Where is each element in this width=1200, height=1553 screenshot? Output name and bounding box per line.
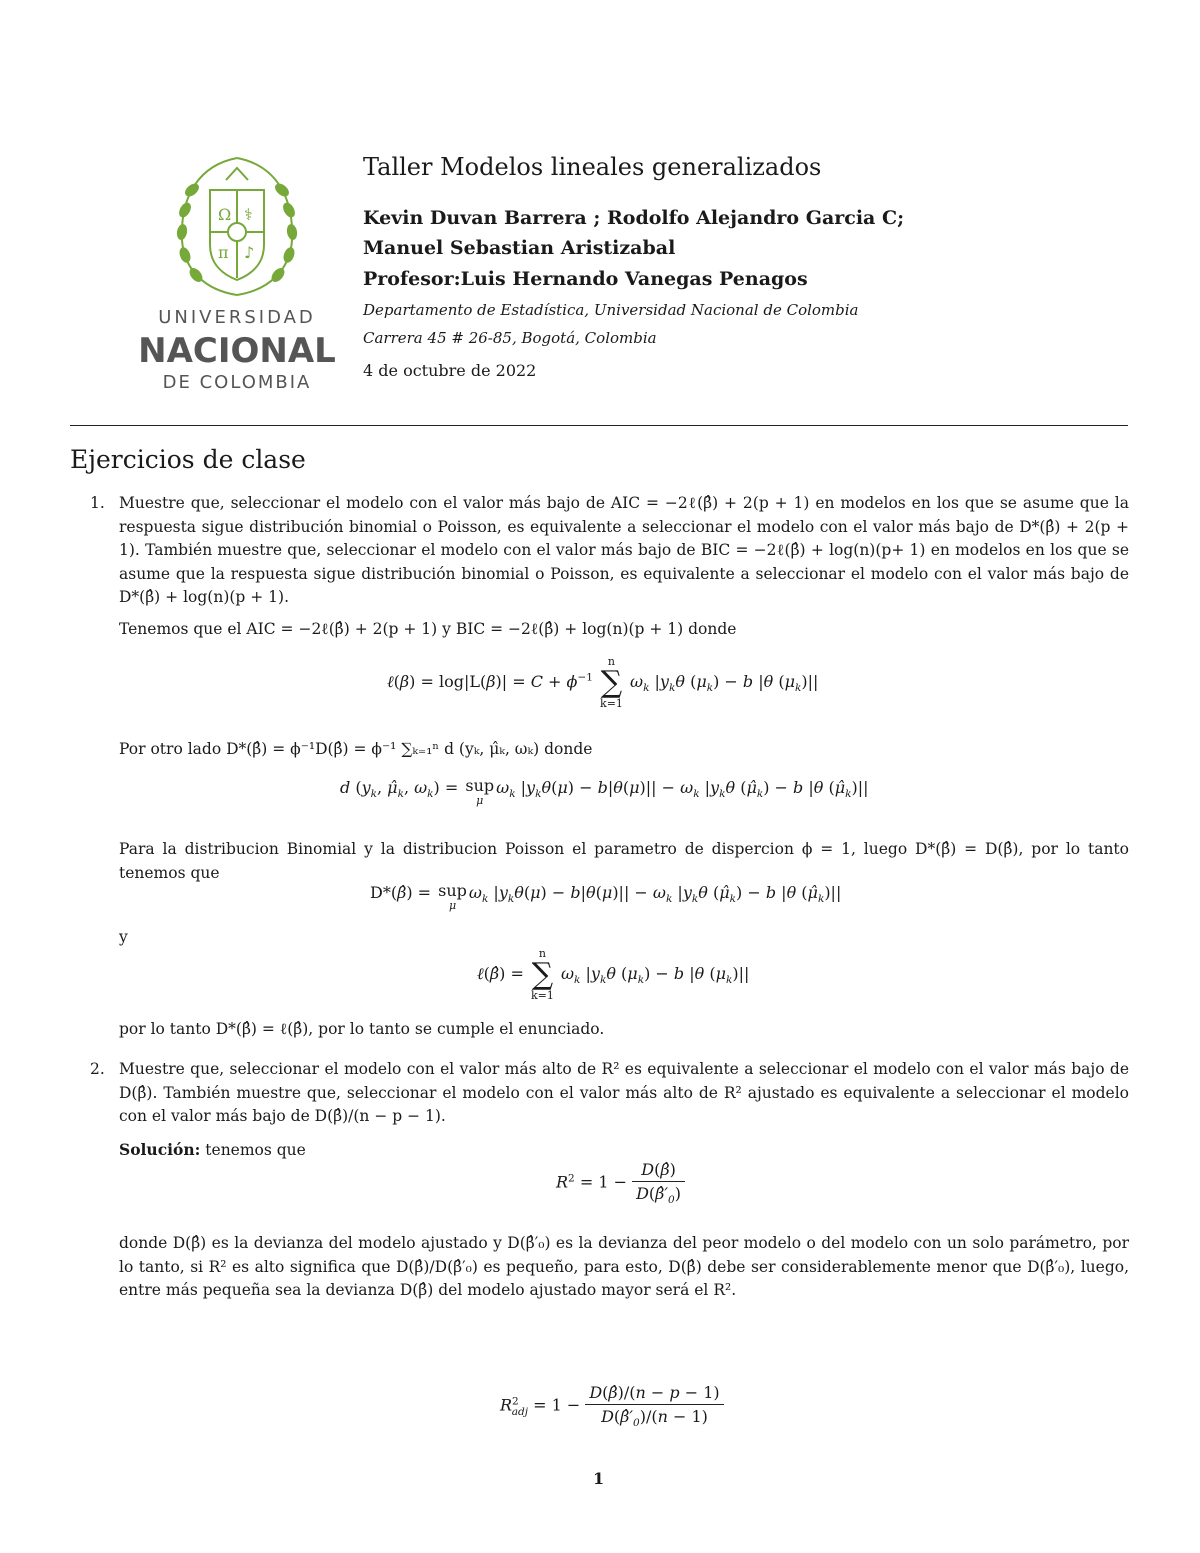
date: 4 de octubre de 2022 bbox=[363, 361, 537, 380]
adjusted-r-squared-equation: $R^2_{adj} = 1$ − $\frac{D(\betâ)/(n - p - 1)}{D(\betâ'_0)/(n - 1)}$ bbox=[500, 1383, 724, 1429]
exercise-1-conclusion: por lo tanto D*(β̂) = ℓ(β̂), por lo tanto se cumple el enunciado. bbox=[119, 1020, 605, 1038]
exercise-1-y: y bbox=[119, 928, 128, 946]
exercise-1-binomial-text: Para la distribucion Binomial y la distribucion Poisson el parametro de dispercion ϕ = 1, luego D*(β̂) = D(β̂), por lo tanto tenemos que bbox=[119, 840, 1129, 882]
authors-line2: Manuel Sebastian Aristizabal bbox=[363, 237, 676, 259]
svg-text:π: π bbox=[218, 243, 229, 262]
page-number: 1 bbox=[593, 1469, 605, 1488]
logo-line2: NACIONAL bbox=[138, 331, 336, 371]
solution-text: tenemos que bbox=[200, 1141, 306, 1159]
loglik-sum-equation: ℓ(β̂) = n ∑ k=1 $\omega_k$ $|y_k\theta$ $(\mu_k) - b$ |θ $(\mu_k)||$ bbox=[477, 947, 750, 1002]
svg-text:⚕: ⚕ bbox=[244, 205, 253, 224]
exercise-1-other-side: Por otro lado D*(β̂) = ϕ⁻¹D(β̂) = ϕ⁻¹ ∑ₖ₌₁ⁿ d (yₖ, μ̂ₖ, ωₖ) donde bbox=[119, 740, 593, 758]
university-logo bbox=[130, 150, 345, 395]
exercise-2-number: 2. bbox=[90, 1060, 105, 1078]
loglik-equation: ℓ(β) = $\log|L(\beta)| = C + \phi^{-1}$ n ∑ k=1 $\omega_k$ $|y_k\theta$ $(\mu_k) - b$ |θ $(\mu_k)||$ bbox=[387, 655, 819, 710]
svg-text:♪: ♪ bbox=[244, 243, 255, 262]
authors-line1: Kevin Duvan Barrera ; Rodolfo Alejandro Garcia C; bbox=[363, 207, 905, 229]
logo-line1: UNIVERSIDAD bbox=[158, 307, 316, 328]
exercise-2-statement: Muestre que, seleccionar el modelo con el valor más alto de R² es equivalente a seleccionar el modelo con el valor más bajo de D(β̂). También muestre que, seleccionar el modelo con el valor más alto de R² ajustado es equivalente a seleccionar el modelo con el valor más bajo de D(β̂)/(n − p − 1). bbox=[119, 1060, 1129, 1125]
department: Departamento de Estadística, Universidad Nacional de Colombia bbox=[363, 301, 859, 319]
professor: Profesor:Luis Hernando Vanegas Penagos bbox=[363, 268, 808, 290]
exercise-1-statement: Muestre que, seleccionar el modelo con el valor más bajo de AIC = −2ℓ(β̂) + 2(p + 1) en modelos en los que se asume que la respuesta sigue distribución binomial o Poisson, es equivalente a seleccionar el modelo con el valor más bajo de D*(β̂) + 2(p + 1). También muestre que, seleccionar el modelo con el valor más bajo de BIC = −2ℓ(β̂) + log(n)(p+ 1) en modelos en los que se asume que la respuesta sigue distribución binomial o Poisson, es equivalente a seleccionar el modelo con el valor más bajo de D*(β̂) + log(n)(p + 1). bbox=[119, 494, 1129, 606]
document-title: Taller Modelos lineales generalizados bbox=[363, 153, 822, 181]
exercise-1-intro: Tenemos que el AIC = −2ℓ(β̂) + 2(p + 1) y BIC = −2ℓ(β̂) + log(n)(p + 1) donde bbox=[119, 620, 737, 638]
address: Carrera 45 # 26-85, Bogotá, Colombia bbox=[363, 329, 657, 347]
r-squared-equation: $R^2 = 1$ − $\frac{D(\betâ)}{D(\betâ'_0)}$ bbox=[556, 1160, 685, 1206]
section-title: Ejercicios de clase bbox=[70, 445, 306, 474]
solution-label: Solución: bbox=[119, 1140, 201, 1159]
scaled-deviance-equation: D*(β̂) = sup μ $\omega_k$ $|y_k\theta(\mu) - b|\theta(\mu)|| - \omega_k$ $|y_k\theta$ $(\mû_k) - b$ |θ $(\mû_k)||$ bbox=[370, 881, 842, 912]
exercise-1-number: 1. bbox=[90, 494, 105, 512]
deviance-unit-equation: d ($y_k$, $\mû_k$, $\omega_k$) = sup μ $\omega_k$ $|y_k\theta(\mu) - b|\theta(\mu)|| - \omega_k$ $|y_k\theta$ $(\mû_k) - b$ |θ $(\mû_k)||$ bbox=[340, 776, 869, 807]
solution-line bbox=[119, 1140, 306, 1159]
logo-line3: DE COLOMBIA bbox=[162, 372, 312, 393]
university-seal-icon bbox=[130, 150, 345, 395]
authors bbox=[363, 203, 904, 263]
svg-text:Ω: Ω bbox=[218, 205, 232, 224]
exercise-2-explanation: donde D(β̂) es la devianza del modelo ajustado y D(β̂′₀) es la devianza del peor modelo o del modelo con un solo parámetro, por lo tanto, si R² es alto significa que D(β̂)/D(β̂′₀) es pequeño, para esto, D(β̂) debe ser considerablemente menor que D(β̂′₀), luego, entre más pequeña sea la devianza D(β̂) del modelo ajustado mayor será el R². bbox=[119, 1234, 1129, 1299]
header-divider bbox=[70, 425, 1128, 426]
